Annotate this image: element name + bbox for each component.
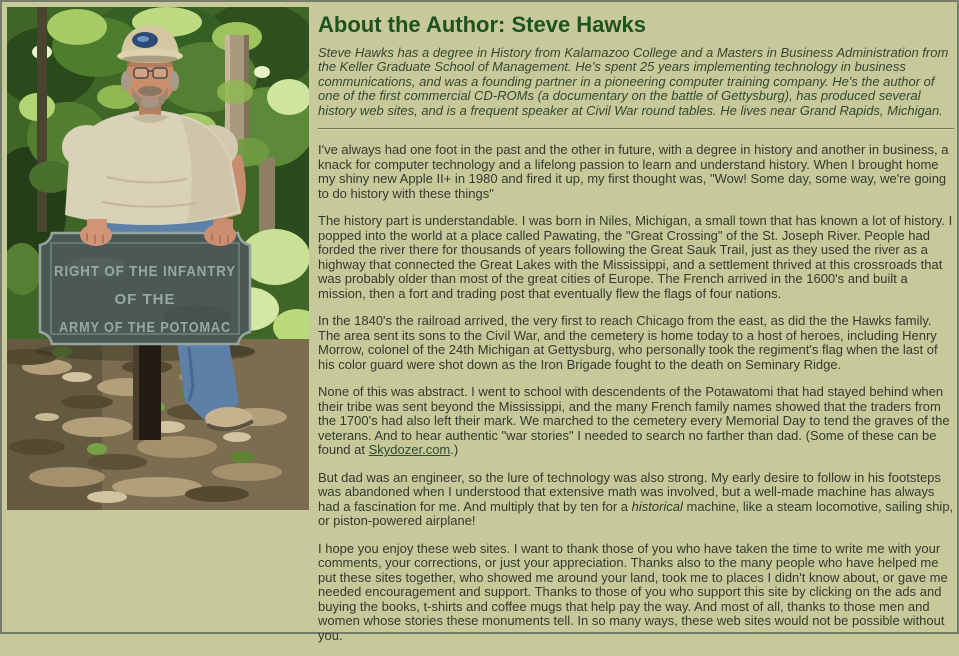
about-author-article bbox=[318, 6, 954, 656]
paragraph-6 bbox=[318, 542, 954, 644]
author-photo-illustration bbox=[7, 7, 309, 510]
divider bbox=[318, 128, 954, 130]
paragraph-2 bbox=[318, 214, 954, 301]
sign-line-2: OF THE bbox=[114, 291, 176, 308]
paragraph-1 bbox=[318, 143, 954, 201]
paragraph-5 bbox=[318, 471, 954, 529]
paragraph-3 bbox=[318, 314, 954, 372]
paragraph-5-text-end: machine, like a steam locomotive, sailing ship, or piston-powered airplane! bbox=[318, 498, 954, 529]
paragraph-5-emphasis: historical bbox=[631, 498, 683, 514]
skydozer-link[interactable]: Skydozer.com bbox=[368, 442, 451, 458]
paragraph-4-text-end: .) bbox=[450, 442, 459, 458]
sign-line-1: RIGHT OF THE INFANTRY bbox=[54, 263, 236, 280]
tree-trunk bbox=[37, 7, 47, 232]
sign-line-3: ARMY OF THE POTOMAC bbox=[59, 319, 231, 336]
marker-sign bbox=[40, 233, 250, 344]
paragraph-5-text: But dad was an engineer, so the lure of technology was also strong. My early desire to follow in his footsteps was abandoned when I understood that extensive math was involved, but a well-made machine has always had a fascination for me. And multiply that by ten for a bbox=[318, 469, 941, 514]
page-title: About the Author: Steve Hawks bbox=[318, 12, 646, 37]
paragraph-2-text: The history part is understandable. I was born in Niles, Michigan, a small town that has known a lot of history. I popped into the world at a place called Pawating, the "Great Crossing" of the St. Joseph River. People had forded the river there for thousands of years following the Great Sauk Trail, just as they used the river as a highway that connected the Great Lakes with the Mississippi, and a settlement thrived at this crossroads that was probably older than most of the great cities of Europe. The French arrived in the 1600's and built a mission, then a fort and trading post that eventually flew the flags of four nations. bbox=[318, 213, 953, 301]
paragraph-3-text: In the 1840's the railroad arrived, the very first to reach Chicago from the east, as did the the Hawks family. The area sent its sons to the Civil War, and the cemetery is home today to a host of heroes, including Henry Morrow, colonel of the 24th Michigan at Gettysburg, who personally took the regiment's flag when the last of his color guard were shot down as the Iron Brigade fought to the death on Seminary Ridge. bbox=[318, 313, 938, 372]
paragraph-4-text: None of this was abstract. I went to school with descendents of the Potawatomi that had stayed behind when their tribe was sent beyond the Mississippi, and the many French family names showed that the traders from the 1700's had also left their mark. We marched to the cemetery every Memorial Day to tend the graves of the veterans. And to hear authentic "war stories" I needed to search no farther than dad. (Some of these can be found at bbox=[318, 384, 950, 458]
author-bio-intro: Steve Hawks has a degree in History from Kalamazoo College and a Masters in Business Administration from the Keller Graduate School of Management. He's spent 25 years implementing technology in business communications, and was a founding partner in a pioneering computer training company. He's the author of one of the first commercial CD-ROMs (a documentary on the battle of Gettysburg), has produced several history web sites, and is a frequent speaker at Civil War round tables. He lives near Grand Rapids, Michigan. bbox=[318, 45, 949, 118]
paragraph-6-text: I hope you enjoy these web sites. I want to thank those of you who have taken the time to write me with your comments, your corrections, or just your appreciation. Thanks also to the many people who have helped me put these sites together, who showed me around your land, took me to places I didn't know about, or gave me needed encouragement and support. Thanks to those of you who support this site by clicking on the ads and buying the books, t-shirts and coffee mugs that help pay the way. And most of all, thanks to those men and women whose stories these monuments tell. In so many ways, these web sites would not be possible without you. bbox=[318, 540, 948, 643]
author-photo bbox=[7, 7, 309, 510]
sign-post bbox=[133, 342, 161, 440]
paragraph-1-text: I've always had one foot in the past and the other in future, with a degree in history and another in business, a knack for computer technology and a lifelong passion to learn and understand history. When I brought home my shiny new Apple II+ in 1980 and fired it up, my first thought was, "Wow! Some day, some way, we're going to do history with these things" bbox=[318, 142, 949, 201]
paragraph-4 bbox=[318, 385, 954, 458]
